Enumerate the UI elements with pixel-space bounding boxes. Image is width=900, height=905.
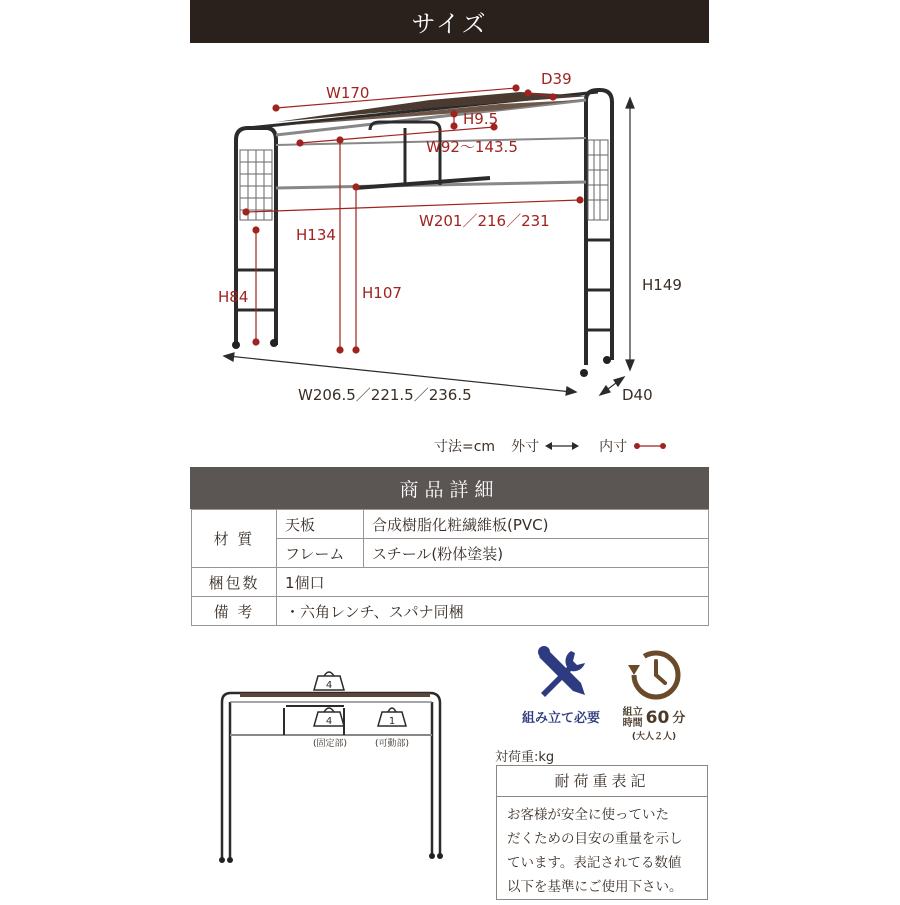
load-line: ています。表記されてる数値 <box>507 855 682 871</box>
label-h149: H149 <box>642 276 682 294</box>
details-title: 商品詳細 <box>399 478 500 501</box>
clock-icon <box>624 645 684 703</box>
load-box-body <box>497 797 707 905</box>
legend-unit: 寸法=cm <box>434 439 496 455</box>
load-unit-label: 対荷重:kg <box>495 750 555 765</box>
label-w206: W206.5／221.5／236.5 <box>298 386 472 404</box>
spec-sub-top: 天板 <box>277 510 364 539</box>
time-prefix-2: 時間 <box>622 718 643 729</box>
table-row <box>192 597 709 626</box>
table-row <box>192 568 709 597</box>
label-h84: H84 <box>218 288 249 306</box>
spec-value-package: 1個口 <box>277 568 709 597</box>
outer-arrow-icon <box>545 441 579 451</box>
spec-key-notes: 備 考 <box>192 597 277 626</box>
label-w170: W170 <box>326 84 370 102</box>
label-d39: D39 <box>541 70 572 88</box>
time-prefix-1: 組立 <box>622 707 643 718</box>
fixed-part-label: (固定部) <box>312 739 348 749</box>
label-h9-5: H9.5 <box>463 110 499 128</box>
assembly-required <box>506 645 616 726</box>
assembly-time-unit: 分 <box>672 710 686 726</box>
spec-key-package: 梱包数 <box>192 568 277 597</box>
size-title: サイズ <box>411 10 488 38</box>
rack-dimension-diagram <box>0 43 900 473</box>
size-header <box>190 0 709 43</box>
casters <box>232 339 611 377</box>
weight-icon-top <box>314 672 344 691</box>
assembly-time <box>614 645 694 742</box>
weight-top-value: 4 <box>325 680 333 691</box>
wrench-screwdriver-icon <box>533 645 589 701</box>
legend-inner: 内寸 <box>599 439 628 455</box>
details-header <box>190 467 709 509</box>
table-row <box>192 510 709 539</box>
spec-sub-frame: フレーム <box>277 539 364 568</box>
weight-fixed-value: 4 <box>325 716 333 727</box>
assembly-required-label: 組み立て必要 <box>521 711 600 726</box>
assembly-people: (大人２人) <box>631 732 677 742</box>
label-w92: W92〜143.5 <box>426 138 518 156</box>
side-mesh <box>240 140 608 220</box>
weight-icon-fixed <box>314 708 344 727</box>
load-box-title: 耐荷重表記 <box>497 766 707 797</box>
spec-table <box>191 509 709 626</box>
label-h107: H107 <box>362 284 402 302</box>
spec-key-material: 材 質 <box>192 510 277 568</box>
spec-value-notes: ・六角レンチ、スパナ同梱 <box>277 597 709 626</box>
load-capacity-diagram <box>200 665 480 865</box>
assembly-time-value: 60 <box>645 707 670 728</box>
movable-part-label: (可動部) <box>374 739 410 749</box>
weight-movable-value: 1 <box>388 716 396 727</box>
label-w201: W201／216／231 <box>419 212 550 230</box>
assembly-time-label <box>614 707 694 729</box>
load-line: お客様が安全に使っていた <box>507 807 669 823</box>
label-h134: H134 <box>296 226 336 244</box>
label-d40: D40 <box>622 386 653 404</box>
load-line: 以下を基準にご使用下さい。 <box>507 879 683 895</box>
inner-dot-line-icon <box>633 441 667 451</box>
spec-value-top: 合成樹脂化粧繊維板(PVC) <box>364 510 709 539</box>
dimension-legend <box>434 436 667 456</box>
load-capacity-box <box>496 765 708 900</box>
load-line: だくための目安の重量を示し <box>507 831 683 847</box>
spec-value-frame: スチール(粉体塗装) <box>364 539 709 568</box>
legend-outer: 外寸 <box>511 439 540 455</box>
weight-icon-movable <box>378 708 406 727</box>
